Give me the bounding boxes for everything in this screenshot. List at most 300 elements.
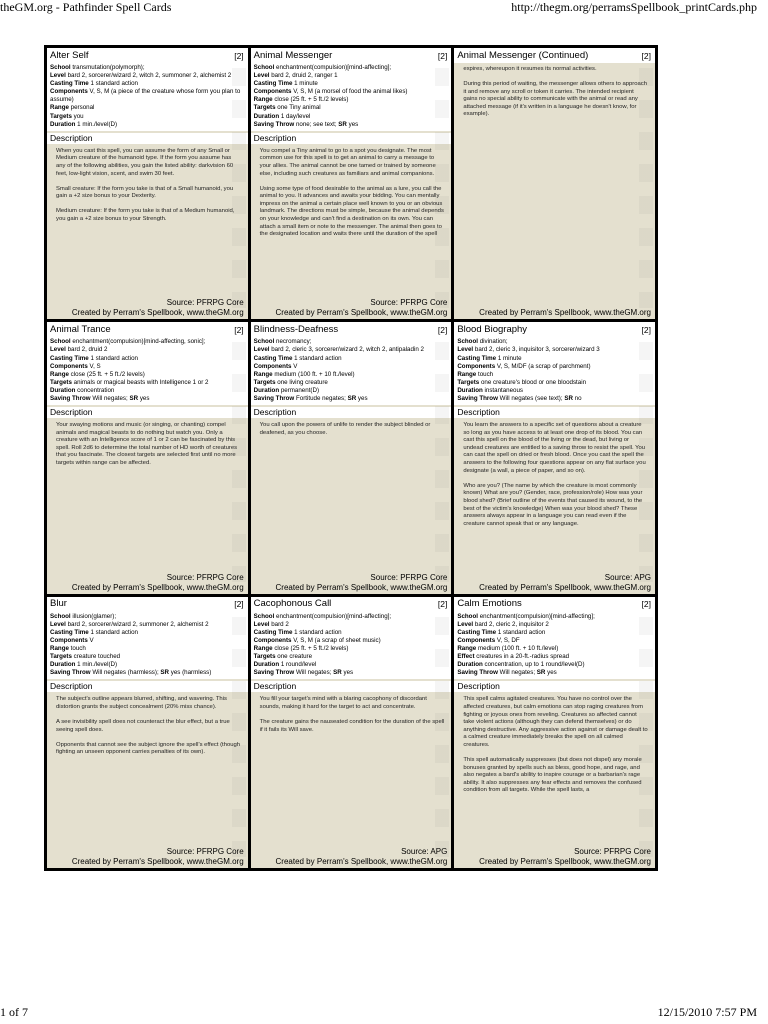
stat-range [50,645,245,653]
stat-value: 1 round/level [280,661,317,669]
stat-value: yes [547,669,557,677]
stat-label: Saving Throw [253,669,295,677]
spell-source: Source: PFRPG Core [370,298,448,308]
stat-value: bard 2, sorcerer/wizard 2, witch 2, summoner 2, alchemist 2 [67,72,232,80]
spell-name: Blindness-Deafness [253,323,339,335]
stat-value: 1 minute [294,80,318,88]
stat-value: touch [477,370,494,378]
stat-range [457,645,652,653]
description-heading: Description [47,681,248,692]
stat-label: Duration [50,386,76,394]
stat-value: bard 2, druid 2 [67,346,108,354]
stat-level [50,72,245,80]
card-footer [454,308,655,319]
print-timestamp: 12/15/2010 7:57 PM [657,1005,757,1019]
stat-targets [50,653,245,661]
stat-value: medium (100 ft. + 10 ft./level) [477,645,559,653]
stat-label: Casting Time [50,80,89,88]
stat-school [50,338,245,346]
stat-value: transmutation(polymorph); [72,64,145,71]
stat-value: V, S [89,362,101,370]
copy-count: [2] [437,324,448,335]
stat-duration [254,661,449,669]
stat-range [254,645,449,653]
stat-label: Targets [253,104,276,112]
stat-label: Level [457,346,474,354]
stat-label: Effect [457,653,475,661]
spell-card [251,597,452,868]
stat-value: yes [348,120,359,128]
spell-card [454,322,655,593]
stat-school [457,613,652,621]
description-heading: Description [454,681,655,692]
stat-label: Targets [50,653,72,661]
stat-value: yes (harmless) [170,669,212,677]
stat-value: medium (100 ft. + 10 ft./level) [274,370,355,378]
stat-label: Casting Time [457,354,497,362]
stat-school [50,613,245,621]
stat-label: School [50,64,71,71]
stat-value: divination; [479,338,508,346]
stat-label: Targets [50,112,72,120]
card-credit: Created by Perram's Spellbook, www.theGM.org [71,308,244,318]
stat-value: concentration, up to 1 round/level(D) [484,661,585,669]
stat-value: 1 standard action [497,628,546,636]
stat-value: touch [70,645,86,653]
stat-label: Components [457,636,496,644]
card-title-bar [251,48,452,63]
spell-source: Source: PFRPG Core [166,572,244,582]
spell-card [47,597,248,868]
description-heading: Description [251,133,452,144]
stat-school [50,64,245,72]
spell-description [251,692,452,847]
description-paragraph: You fill your target's mind with a blaring cacophony of discordant sounds, making it hard for the target to act and concentrate. [259,696,427,710]
description-heading: Description [251,681,452,692]
copy-count: [2] [437,50,448,61]
stat-label: SR [564,394,573,402]
spell-source: Source: APG [604,572,651,582]
stat-label: Duration [457,386,483,394]
description-paragraph: You call upon the powers of unlife to render the subject blinded or deafened, as you choose. [259,422,431,436]
stat-targets [50,379,245,387]
spell-name: Blur [50,598,67,610]
stat-value: Fortitude negates; [295,394,346,402]
spell-card [47,48,248,319]
card-credit: Created by Perram's Spellbook, www.theGM.org [479,582,651,592]
stat-label: Range [253,645,273,653]
stat-label: Casting Time [457,628,497,636]
description-paragraph: expires, whereupon it resumes its normal activities. [463,66,597,72]
stat-label: Range [50,104,69,112]
stat-label: Level [50,72,66,80]
browser-page-title: theGM.org - Pathfinder Spell Cards [0,0,172,14]
stat-label: Duration [50,661,76,669]
stat-label: Level [253,620,270,628]
stat-casting-time [254,629,449,637]
stat-range [254,371,449,379]
stat-label: School [253,338,275,346]
stat-casting-time [50,629,245,637]
stat-casting-time [457,629,652,637]
stat-value: 1 standard action [90,628,138,636]
stat-value: yes [343,669,354,677]
description-paragraph: Opponents that cannot see the subject ignore the spell's effect (though fighting an unseen opponent carries penalties of its own). [56,741,241,756]
spell-name: Calm Emotions [457,598,522,610]
stat-label: School [253,64,275,71]
stat-level [457,621,652,629]
stat-value: Will negates; [92,394,128,402]
description-heading: Description [47,407,248,418]
stat-label: School [50,612,71,620]
stat-value: enchantment(compulsion)[mind-affecting]; [276,612,392,620]
stat-casting-time [50,80,245,88]
stat-label: Casting Time [50,628,89,636]
stat-label: Saving Throw [253,120,295,128]
stat-value: V [293,362,298,370]
stat-school [254,338,449,346]
stat-school [254,613,449,621]
stat-value: close (25 ft. + 5 ft./2 levels) [274,645,349,653]
stat-label: SR [129,394,139,402]
stat-value: enchantment(compulsion)[mind-affecting]; [479,612,595,620]
card-credit: Created by Perram's Spellbook, www.theGM.org [71,582,244,592]
stat-label: Saving Throw [50,669,91,677]
stat-value: close (25 ft. + 5 ft./2 levels) [70,370,145,378]
stat-level [457,346,652,354]
stat-label: Targets [253,378,276,386]
description-paragraph: During this period of waiting, the messenger allows others to approach it and remove any scroll or token it carries. The intended recipient gains no special ability to communicate with the animal or read any attached message (if it's written in a language he doesn't know, for example). [463,81,648,118]
spell-card [454,48,655,319]
stat-label: SR [536,669,546,677]
copy-count: [2] [641,599,651,610]
stat-value: bard 2, cleric 3, inquisitor 3, sorcerer/wizard 3 [474,346,600,354]
card-title-bar [47,597,248,612]
stat-label: Level [50,346,66,354]
spell-name: Animal Trance [50,323,111,335]
stat-value: bard 2 [271,620,289,628]
spell-card [454,597,655,868]
stat-targets [50,113,245,121]
spell-source: Source: PFRPG Core [166,298,244,308]
card-title-bar [47,48,248,63]
stat-label: Targets [50,378,72,386]
stat-value: 1 standard action [90,354,138,362]
stat-label: Targets [457,378,480,386]
stat-label: School [50,338,71,346]
stat-targets [457,379,652,387]
stat-value: bard 2, sorcerer/wizard 2, summoner 2, alchemist 2 [67,620,209,628]
stat-value: 1 standard action [294,354,342,362]
stat-label: Range [457,645,477,653]
stat-value: one living creature [277,378,328,386]
spell-name: Animal Messenger [253,49,333,61]
stat-label: Range [50,370,69,378]
stat-label: Targets [253,653,276,661]
spell-name: Blood Biography [457,323,528,335]
stat-label: School [253,612,275,620]
stat-value: bard 2, cleric 2, inquisitor 2 [474,620,549,628]
stat-label: School [457,612,478,620]
stat-value: instantaneous [484,386,524,394]
description-paragraph: This spell automatically suppresses (but does not dispel) any morale bonuses granted by spells such as bless, good hope, and rage, and also negates a bard's ability to inspire courage or a barbarian's rage ability. It also suppresses any fear effects and removes the confused condition from all targets. While the spell lasts, a [463,757,642,794]
spell-description [454,63,655,308]
stat-label: Duration [253,661,280,669]
stat-label: Level [50,620,66,628]
stat-duration [50,661,245,669]
stat-saving-throw [457,395,652,403]
stat-value: personal [70,104,95,112]
spell-stats [251,337,452,405]
stat-label: Saving Throw [253,394,295,402]
description-heading: Description [454,407,655,418]
stat-label: SR [347,394,357,402]
stat-label: Duration [253,386,280,394]
stat-value: permanent(D) [280,386,319,394]
card-title-bar [251,597,452,612]
stat-label: Saving Throw [457,669,498,677]
stat-label: Range [253,96,273,104]
stat-range [50,371,245,379]
card-title-bar [454,322,655,337]
copy-count: [2] [234,324,244,335]
card-credit: Created by Perram's Spellbook, www.theGM.org [71,857,244,866]
spell-description [251,144,452,299]
stat-label: Components [457,362,496,370]
stat-label: Components [50,88,88,96]
description-paragraph: Medium creature: If the form you take is that of a Medium humanoid, you gain a +2 size bonus to your Strength. [56,208,235,222]
spell-name: Alter Self [50,49,89,61]
card-footer [251,298,452,319]
description-paragraph: You learn the answers to a specific set of questions about a creature so long as you have access to at least one drop of its blood. You can cast this spell on the blood of the living or the dead, but living or undead creatures are entitled to a saving throw to resist the spell. You can cast the spell on dried or fresh blood. Once you cast the spell the answers to the following four questions appear on any flat surface you designate (a wall, a piece of paper, and so on). [463,422,646,474]
stat-level [50,621,245,629]
stat-value: no [574,394,582,402]
card-title-bar [454,597,655,612]
stat-school [457,338,652,346]
spell-source: Source: PFRPG Core [166,847,244,856]
copy-count: [2] [641,50,651,61]
stat-label: Saving Throw [50,394,91,402]
stat-label: Duration [50,120,76,128]
spell-stats [454,612,655,680]
stat-value: concentration [77,386,115,394]
stat-value: bard 2, cleric 3, sorcerer/wizard 2, witch 2, antipaladin 2 [271,346,424,354]
stat-value: one creature's blood or one bloodstain [480,378,587,386]
stat-value: V, S, M (a morsel of food the animal likes) [293,88,408,96]
stat-value: yes [139,394,150,402]
card-credit: Created by Perram's Spellbook, www.theGM.org [479,857,651,866]
page-counter: 1 of 7 [0,1005,28,1019]
stat-value: illusion(glamer); [72,612,117,620]
stat-label: SR [333,669,342,677]
description-paragraph: A see invisibility spell does not counteract the blur effect, but a true seeing spell does. [56,719,230,733]
stat-value: creatures in a 20-ft.-radius spread [476,653,570,661]
stat-school [254,64,449,72]
stat-label: Level [253,346,270,354]
stat-saving-throw [254,395,449,403]
stat-value: Will negates (see text); [499,394,563,402]
stat-label: Range [457,370,477,378]
stat-casting-time [50,355,245,363]
stat-casting-time [254,355,449,363]
stat-value: 1 standard action [90,80,138,88]
stat-label: Casting Time [253,628,293,636]
stat-label: Casting Time [253,80,293,88]
stat-value: enchantment(compulsion)[mind-affecting]; [276,64,392,71]
stat-duration [50,121,245,129]
stat-value: animals or magical beasts with Intelligence 1 or 2 [73,378,209,386]
spell-card [251,48,452,319]
stat-value: V, S, M (a scrap of sheet music) [293,636,381,644]
page-url: http://thegm.org/perramsSpellbook_printCards.php [511,0,757,14]
card-footer [454,573,655,594]
stat-value: Will negates (harmless); [92,669,159,677]
stat-label: SR [338,120,347,128]
stat-targets [254,104,449,112]
spell-description [47,692,248,847]
description-heading: Description [47,133,248,144]
spell-stats [454,337,655,405]
stat-label: Saving Throw [457,394,498,402]
card-title-bar [454,48,655,63]
stat-label: Components [253,88,292,96]
spell-name: Cacophonous Call [253,598,332,610]
description-paragraph: The creature gains the nauseated condition for the duration of the spell if it fails its Will save. [259,719,445,733]
spell-name: Animal Messenger (Continued) [457,49,589,61]
stat-value: enchantment(compulsion)[mind-affecting, sonic]; [72,338,206,346]
copy-count: [2] [437,599,448,610]
stat-duration [457,387,652,395]
spell-source: Source: APG [401,847,448,856]
stat-value: V [89,636,94,644]
stat-label: Components [253,636,292,644]
stat-components [254,363,449,371]
stat-saving-throw [457,669,652,677]
stat-level [254,346,449,354]
card-footer [47,573,248,594]
stat-label: School [457,338,478,346]
stat-label: Level [457,620,474,628]
stat-label: Duration [253,112,280,120]
spell-stats [251,63,452,131]
stat-duration [254,113,449,121]
spell-description [454,692,655,847]
description-paragraph: The subject's outline appears blurred, shifting, and wavering. This distortion grants the subject concealment (20% miss chance). [56,696,227,710]
stat-value: Will negates; [295,669,332,677]
stat-duration [254,387,449,395]
spell-stats [47,63,248,131]
stat-range [254,96,449,104]
spell-description [47,418,248,573]
stat-components [50,88,245,104]
stat-duration [50,387,245,395]
card-credit: Created by Perram's Spellbook, www.theGM.org [275,857,448,866]
stat-value: yes [357,394,368,402]
spell-source: Source: PFRPG Core [370,572,448,582]
stat-label: Range [50,645,69,653]
stat-targets [254,379,449,387]
stat-components [254,637,449,645]
copy-count: [2] [234,50,244,61]
stat-saving-throw [254,669,449,677]
spell-card [47,322,248,593]
copy-count: [2] [641,324,651,335]
stat-range [457,371,652,379]
card-footer [251,847,452,868]
spell-stats [47,337,248,405]
stat-value: 1 standard action [294,628,342,636]
stat-level [254,621,449,629]
stat-effect [457,653,652,661]
stat-value: V, S, M/DF (a scrap of parchment) [496,362,591,370]
spell-description [47,144,248,299]
copy-count: [2] [234,599,244,610]
stat-value: 1 minute [497,354,522,362]
description-paragraph: Using some type of food desirable to the animal as a lure, you call the animal to you. It advances and awaits your bidding. You can mentally impress on the animal a certain place well known to you or an obvious landmark. The directions must be simple, because the animal depends on your knowledge and can't find a destination on its own. You can attach a small item or note to the messenger. The animal then goes to the designated location and waits there until the duration of the spell [259,185,444,238]
stat-value: necromancy; [276,338,312,346]
spell-card [251,322,452,593]
stat-value: close (25 ft. + 5 ft./2 levels) [274,96,349,104]
stat-casting-time [254,80,449,88]
stat-value: 1 day/level [280,112,311,120]
card-title-bar [251,322,452,337]
description-paragraph: Your swaying motions and music (or singing, or chanting) compel animals and magical beasts to do nothing but watch you. Only a creature with an Intelligence score of 1 or 2 can be fascinated by this spell. Roll 2d6 to determine the total number of HD worth of creatures that you fascinate. The closest targets are selected first until no more targets within range can be affected. [56,422,238,467]
stat-label: Components [50,362,88,370]
card-footer [454,847,655,868]
stat-components [457,637,652,645]
stat-casting-time [457,355,652,363]
stat-value: creature touched [73,653,121,661]
description-paragraph: This spell calms agitated creatures. You have no control over the affected creatures, but calm emotions can stop raging creatures from fighting or joyous ones from reveling. Creatures so affected cannot take violent actions (although they can defend themselves) or do anything destructive. Any aggressive action against or damage dealt to a calmed creature immediately breaks the spell on all calmed creatures. [463,696,648,748]
stat-targets [254,653,449,661]
description-heading: Description [251,407,452,418]
stat-value: V, S, M (a piece of the creature whose form you plan to assume) [50,88,241,104]
card-title-bar [47,322,248,337]
stat-value: you [73,112,84,120]
description-paragraph: You compel a Tiny animal to go to a spot you designate. The most common use for this spell is to get an animal to carry a message to your allies. The animal cannot be one tamed or trained by someone else, including such creatures as familiars and animal companions. [259,147,436,177]
stat-level [50,346,245,354]
spell-description [454,418,655,573]
card-footer [47,847,248,868]
spell-source: Source: PFRPG Core [574,847,651,856]
stat-label: Level [253,72,270,80]
stat-duration [457,661,652,669]
card-credit: Created by Perram's Spellbook, www.theGM.org [275,308,448,318]
stat-value: bard 2, druid 2, ranger 1 [271,72,338,80]
stat-components [254,88,449,96]
card-footer [251,573,452,594]
stat-components [50,363,245,371]
stat-saving-throw [254,121,449,129]
stat-value: Will negates; [499,669,536,677]
spell-stats [251,612,452,680]
stat-saving-throw [50,669,245,677]
stat-value: one creature [277,653,313,661]
stat-label: Range [253,370,273,378]
spell-stats [47,612,248,680]
spell-card-grid [44,45,658,871]
card-credit: Created by Perram's Spellbook, www.theGM.org [479,308,651,318]
description-paragraph: When you cast this spell, you can assume the form of any Small or Medium creature of the humanoid type. If the form you assume has any of the following abilities, you gain the listed ability: darkvision 60 feet, low-light vision, scent, and swim 30 feet. [56,147,234,177]
stat-label: SR [160,669,170,677]
description-paragraph: Who are you? (The name by which the creature is most commonly known) What are you? (Gender, race, profession/role) How was your blood shed? (Brief outline of the events that caused its wound, to the best of the victim's knowledge) When was your blood shed? These answers always appear in a language you can read even if the creature cannot speak that or any language. [463,482,643,527]
stat-label: Components [50,636,88,644]
card-footer [47,298,248,319]
stat-label: Components [253,362,292,370]
stat-components [50,637,245,645]
description-paragraph: Small creature: If the form you take is that of a Small humanoid, you gain a +2 size bonus to your Dexterity. [56,185,234,200]
stat-saving-throw [50,395,245,403]
